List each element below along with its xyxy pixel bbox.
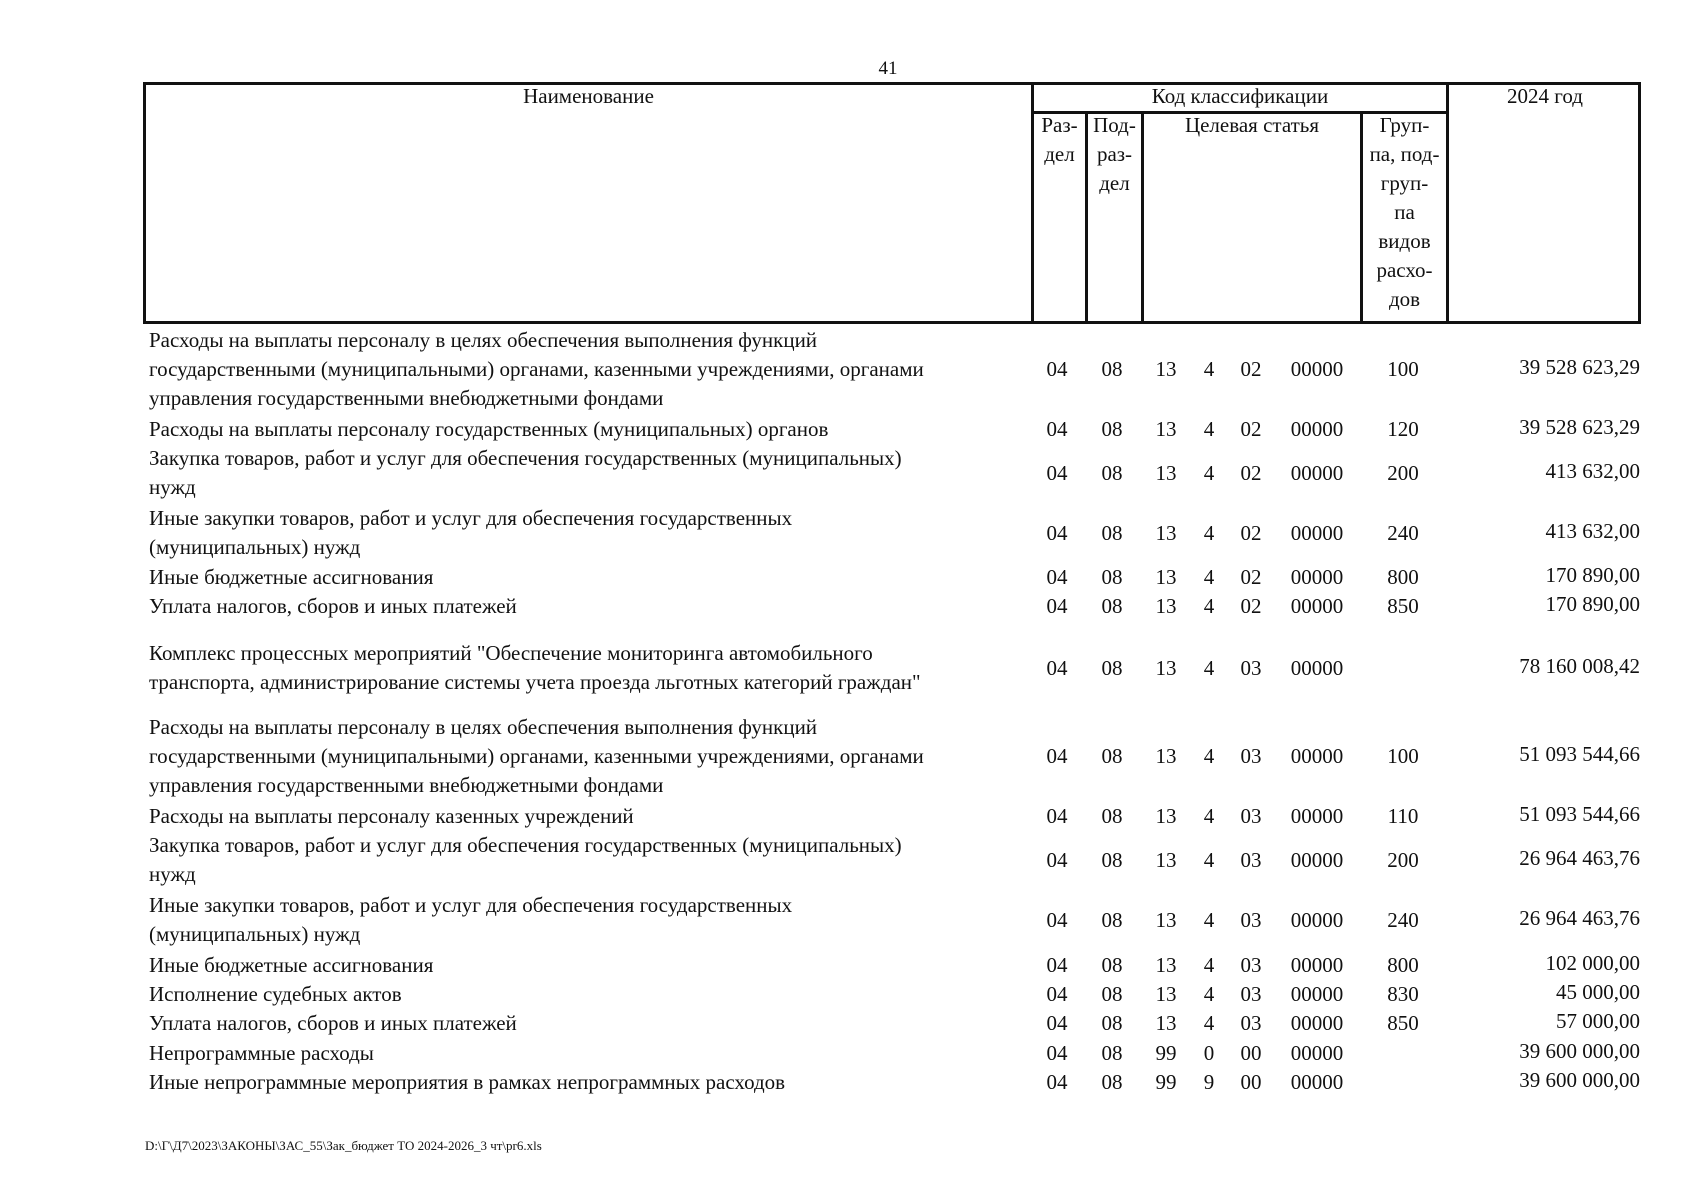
row-amount: 39 600 000,00 [1519,1039,1640,1063]
code-t4: 00000 [1290,594,1344,618]
row-amount: 170 890,00 [1545,563,1640,587]
row-amount: 39 600 000,00 [1519,1068,1640,1092]
code-pr: 08 [1101,953,1123,977]
row-name-line: Иные бюджетные ассигнования [149,565,434,589]
code-t1: 13 [1155,565,1177,589]
code-t1: 99 [1155,1041,1177,1065]
row-name-line: (муниципальных) нужд [149,922,361,946]
row-amount: 170 890,00 [1545,592,1640,616]
code-t3: 03 [1240,1011,1262,1035]
code-t2: 4 [1203,907,1215,932]
code-vr: 800 [1387,565,1419,589]
row-name-line: государственными (муниципальными) органами, казенными учреждениями, органами [149,744,924,768]
code-t3: 03 [1240,982,1262,1006]
row-amount: 413 632,00 [1545,458,1640,483]
code-t1: 13 [1155,460,1177,485]
file-path: D:\Г\Д7\2023\ЗАКОНЫ\ЗАС_55\Зак_бюджет ТО 2024-2026_3 чт\pr6.xls [145,1138,542,1153]
code-t2: 4 [1203,804,1215,828]
row-amount: 26 964 463,76 [1519,905,1640,930]
code-rz: 04 [1046,417,1068,441]
row-amount: 39 528 623,29 [1519,415,1640,439]
code-pr: 08 [1101,1041,1123,1065]
row-name [149,713,1029,800]
code-t1: 13 [1155,804,1177,828]
code-t2: 4 [1203,655,1215,680]
code-t3: 03 [1240,744,1262,768]
code-pr: 08 [1101,847,1123,872]
code-pr: 08 [1101,417,1123,441]
code-t3: 02 [1240,594,1262,618]
row-name [149,592,1029,621]
row-amount: 51 093 544,66 [1519,802,1640,826]
code-t4: 00000 [1290,357,1344,381]
code-vr: 850 [1387,1011,1419,1035]
code-vr: 110 [1387,804,1419,828]
code-rz: 04 [1046,594,1068,618]
header-group-line: расхо- [1376,258,1433,282]
code-t4: 00000 [1290,1011,1344,1035]
row-amount: 57 000,00 [1556,1009,1640,1033]
row-name-line: государственными (муниципальными) органами, казенными учреждениями, органами [149,357,924,381]
code-t4: 00000 [1290,1070,1344,1094]
code-t2: 4 [1203,953,1215,977]
code-t4: 00000 [1290,565,1344,589]
code-t4: 00000 [1290,907,1344,932]
code-t4: 00000 [1290,417,1344,441]
code-vr: 100 [1387,357,1419,381]
row-amount: 78 160 008,42 [1519,653,1640,678]
row-name-line: Иные непрограммные мероприятия в рамках непрограммных расходов [149,1070,786,1094]
code-t4: 00000 [1290,847,1344,872]
row-name-line: транспорта, администрирование системы учета проезда льготных категорий граждан" [149,670,921,694]
row-name-line: нужд [149,475,196,499]
code-pr: 08 [1101,1011,1123,1035]
row-amount: 413 632,00 [1545,518,1640,543]
code-pr: 08 [1101,565,1123,589]
code-t4: 00000 [1290,655,1344,680]
code-rz: 04 [1046,744,1068,768]
code-t1: 13 [1155,953,1177,977]
code-pr: 08 [1101,744,1123,768]
code-t2: 4 [1203,520,1215,545]
header-group-line: дов [1388,287,1421,311]
code-pr: 08 [1101,655,1123,680]
code-t2: 4 [1203,460,1215,485]
code-rz: 04 [1046,565,1068,589]
code-pr: 08 [1101,460,1123,485]
row-name-line: Исполнение судебных актов [149,982,402,1006]
code-t4: 00000 [1290,744,1344,768]
header-podrazdel-line: Под- [1093,113,1136,137]
row-name [149,563,1029,592]
code-t2: 4 [1203,744,1215,768]
row-name [149,831,1029,889]
header-razdel-line: дел [1044,142,1075,166]
code-t4: 00000 [1290,982,1344,1006]
code-t3: 03 [1240,847,1262,872]
code-t1: 13 [1155,907,1177,932]
row-name-line: нужд [149,862,196,886]
header-name: Наименование [523,84,654,108]
code-t3: 03 [1240,953,1262,977]
code-rz: 04 [1046,982,1068,1006]
code-vr: 240 [1387,520,1419,545]
code-pr: 08 [1101,804,1123,828]
header-group-line: па [1394,200,1415,224]
code-t1: 13 [1155,744,1177,768]
row-amount: 45 000,00 [1556,980,1640,1004]
row-name [149,444,1029,502]
code-t2: 4 [1203,847,1215,872]
header-group-line: па, под- [1369,142,1440,166]
code-t3: 00 [1240,1041,1262,1065]
code-t3: 02 [1240,520,1262,545]
row-name-line: управления государственными внебюджетными фондами [149,773,664,797]
row-name [149,1009,1029,1038]
code-t3: 00 [1240,1070,1262,1094]
header-podrazdel-line: раз- [1096,142,1133,166]
code-t2: 0 [1203,1041,1215,1065]
code-t3: 02 [1240,357,1262,381]
code-vr: 850 [1387,594,1419,618]
header-razdel-line: Раз- [1041,113,1078,137]
row-name-line: Иные бюджетные ассигнования [149,953,434,977]
code-t1: 99 [1155,1070,1177,1094]
code-rz: 04 [1046,804,1068,828]
code-t2: 4 [1203,565,1215,589]
row-name-line: Уплата налогов, сборов и иных платежей [149,594,517,618]
code-pr: 08 [1101,907,1123,932]
row-name-line: Закупка товаров, работ и услуг для обеспечения государственных (муниципальных) [149,833,902,857]
row-name-line: Закупка товаров, работ и услуг для обеспечения государственных (муниципальных) [149,446,902,470]
code-pr: 08 [1101,982,1123,1006]
code-t3: 02 [1240,565,1262,589]
code-rz: 04 [1046,1041,1068,1065]
header-target: Целевая статья [1184,113,1320,137]
row-name [149,415,1029,444]
code-t4: 00000 [1290,953,1344,977]
row-name [149,802,1029,831]
code-t2: 4 [1203,357,1215,381]
code-t1: 13 [1155,847,1177,872]
row-amount: 39 528 623,29 [1519,355,1640,379]
code-t3: 03 [1240,907,1262,932]
code-vr: 800 [1387,953,1419,977]
code-vr: 240 [1387,907,1419,932]
row-name-line: Непрограммные расходы [149,1041,374,1065]
code-t1: 13 [1155,982,1177,1006]
code-t3: 03 [1240,804,1262,828]
code-rz: 04 [1046,655,1068,680]
row-name-line: Иные закупки товаров, работ и услуг для обеспечения государственных [149,506,793,530]
row-amount: 51 093 544,66 [1519,742,1640,766]
code-rz: 04 [1046,907,1068,932]
code-t2: 4 [1203,982,1215,1006]
header-year: 2024 год [1507,84,1583,108]
row-name [149,980,1029,1009]
row-name [149,504,1029,562]
header-group-line: груп- [1380,171,1429,195]
row-name [149,951,1029,980]
code-vr: 200 [1387,460,1419,485]
row-name-line: Расходы на выплаты персоналу казенных учреждений [149,804,634,828]
code-rz: 04 [1046,460,1068,485]
code-vr: 200 [1387,847,1419,872]
code-t3: 02 [1240,460,1262,485]
code-t4: 00000 [1290,1041,1344,1065]
row-name-line: Иные закупки товаров, работ и услуг для обеспечения государственных [149,893,793,917]
code-t2: 4 [1203,417,1215,441]
code-pr: 08 [1101,594,1123,618]
code-rz: 04 [1046,953,1068,977]
row-name-line: (муниципальных) нужд [149,535,361,559]
row-name [149,639,1029,697]
row-name-line: Расходы на выплаты персоналу в целях обеспечения выполнения функций [149,715,818,739]
code-t2: 4 [1203,594,1215,618]
row-amount: 102 000,00 [1545,951,1640,975]
code-vr: 830 [1387,982,1419,1006]
row-name-line: управления государственными внебюджетными фондами [149,386,664,410]
code-t3: 03 [1240,655,1262,680]
code-t2: 4 [1203,1011,1215,1035]
code-t4: 00000 [1290,520,1344,545]
code-rz: 04 [1046,357,1068,381]
row-name-line: Расходы на выплаты персоналу государственных (муниципальных) органов [149,417,829,441]
row-name [149,1068,1029,1097]
code-rz: 04 [1046,1011,1068,1035]
row-name-line: Комплекс процессных мероприятий "Обеспечение мониторинга автомобильного [149,641,873,665]
row-name [149,1039,1029,1068]
code-t2: 9 [1203,1070,1215,1094]
code-t1: 13 [1155,417,1177,441]
code-vr: 100 [1387,744,1419,768]
header-podrazdel-line: дел [1099,171,1130,195]
row-amount: 26 964 463,76 [1519,845,1640,870]
code-rz: 04 [1046,1070,1068,1094]
header-group-line: Груп- [1379,113,1430,137]
code-t1: 13 [1155,655,1177,680]
code-t4: 00000 [1290,804,1344,828]
code-pr: 08 [1101,1070,1123,1094]
code-pr: 08 [1101,520,1123,545]
code-t1: 13 [1155,357,1177,381]
code-vr: 120 [1387,417,1419,441]
row-name-line: Уплата налогов, сборов и иных платежей [149,1011,517,1035]
code-t1: 13 [1155,520,1177,545]
row-name [149,891,1029,949]
code-pr: 08 [1101,357,1123,381]
code-t4: 00000 [1290,460,1344,485]
code-t3: 02 [1240,417,1262,441]
row-name-line: Расходы на выплаты персоналу в целях обеспечения выполнения функций [149,328,818,352]
code-rz: 04 [1046,520,1068,545]
code-t1: 13 [1155,1011,1177,1035]
page-number: 41 [878,58,898,79]
header-group-line: видов [1378,229,1431,253]
row-name [149,326,1029,413]
code-t1: 13 [1155,594,1177,618]
header-classification: Код классификации [1151,84,1329,108]
code-rz: 04 [1046,847,1068,872]
